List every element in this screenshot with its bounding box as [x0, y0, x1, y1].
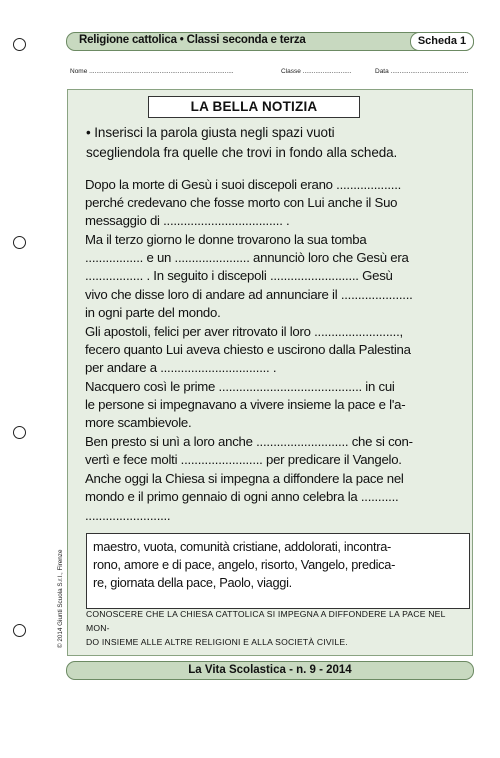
class-field[interactable]: Classe ...........................: [281, 68, 352, 75]
instruction-line: scegliendola fra quelle che trovi in fondo alla scheda.: [86, 144, 398, 160]
instruction: [86, 123, 466, 162]
text-line: messaggio di ................................... .: [85, 213, 290, 228]
text-line: vertì e fece molti ........................ per predicare il Vangelo.: [85, 452, 402, 467]
binder-hole-3: [13, 426, 26, 439]
binder-hole-2: [13, 236, 26, 249]
word-bank-line: re, giornata della pace, Paolo, viaggi.: [93, 575, 292, 590]
text-line: ................. . In seguito i discepoli .......................... Gesù: [85, 268, 393, 283]
student-fields: [70, 68, 470, 78]
learning-goal-line: CONOSCERE CHE LA CHIESA CATTOLICA SI IMPEGNA A DIFFONDERE LA PACE NEL MON-: [86, 609, 446, 633]
copyright-text: © 2014 Giunti Scuola S.r.l., Firenze: [57, 549, 64, 648]
instruction-line: • Inserisci la parola giusta negli spazi vuoti: [86, 125, 335, 140]
word-bank: [86, 533, 470, 609]
header-bar: [66, 32, 474, 51]
text-line: in ogni parte del mondo.: [85, 305, 221, 320]
learning-goal: [86, 607, 466, 649]
text-line: Dopo la morte di Gesù i suoi discepoli erano ...................: [85, 177, 402, 192]
copyright-area: [57, 549, 65, 758]
text-line: ................. e un ...................... annunciò loro che Gesù era: [85, 250, 409, 265]
text-line: fecero quanto Lui aveva chiesto e uscirono dalla Palestina: [85, 342, 411, 357]
text-line: Ma il terzo giorno le donne trovarono la sua tomba: [85, 232, 367, 247]
text-line: vivo che disse loro di andare ad annunciare il .....................: [85, 287, 413, 302]
text-line: Nacquero così le prime .......................................... in cui: [85, 379, 395, 394]
text-line: Gli apostoli, felici per aver ritrovato il loro .........................,: [85, 324, 403, 339]
text-line: Ben presto si unì a loro anche ........................... che si con-: [85, 434, 413, 449]
text-line: per andare a ................................ .: [85, 360, 277, 375]
text-line: perché credevano che fosse morto con Lui anche il Suo: [85, 195, 398, 210]
text-line: .........................: [85, 508, 171, 523]
word-bank-line: rono, amore e di pace, angelo, risorto, Vangelo, predica-: [93, 557, 396, 572]
learning-goal-line: DO INSIEME ALLE ALTRE RELIGIONI E ALLA SOCIETÀ CIVILE.: [86, 637, 348, 647]
footer-bar: La Vita Scolastica - n. 9 - 2014: [66, 661, 474, 680]
text-line: more scambievole.: [85, 415, 192, 430]
text-line: Anche oggi la Chiesa si impegna a diffondere la pace nel: [85, 471, 404, 486]
binder-hole-4: [13, 624, 26, 637]
word-bank-line: maestro, vuota, comunità cristiane, addolorati, incontra-: [93, 539, 391, 554]
name-field[interactable]: Nome ................................................................................: [70, 68, 234, 75]
worksheet-title: LA BELLA NOTIZIA: [148, 96, 360, 118]
date-field[interactable]: Data ...........................................: [375, 68, 469, 75]
text-line: le persone si impegnavano a vivere insieme la pace e l'a-: [85, 397, 406, 412]
binder-hole-1: [13, 38, 26, 51]
sheet-badge: Scheda 1: [410, 32, 474, 51]
header-title: Religione cattolica • Classi seconda e terza: [79, 34, 306, 46]
text-line: mondo e il primo gennaio di ogni anno celebra la ...........: [85, 489, 399, 504]
